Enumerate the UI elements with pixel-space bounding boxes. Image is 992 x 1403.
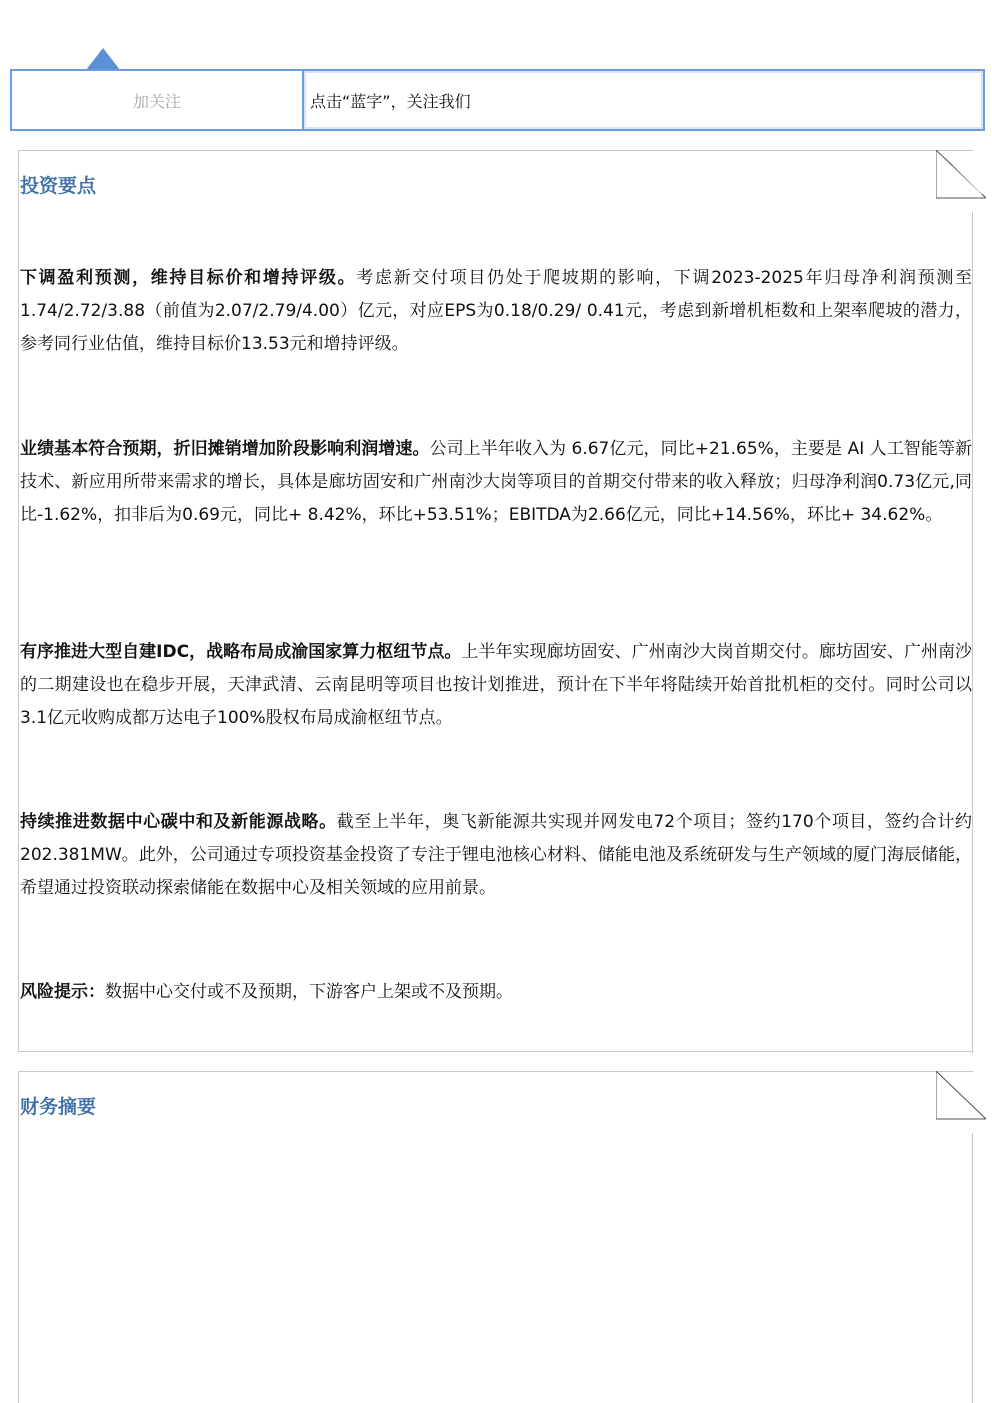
paragraph-risk-warning [20, 976, 972, 1009]
card-border-right [972, 212, 973, 1053]
section-title: 财务摘要 [20, 1096, 97, 1118]
follow-prompt-text: 点击“蓝字”，关注我们 [310, 91, 471, 111]
paragraph-body: 截至上半年，奥飞新能源共实现并网发电72个项目；签约170个项目，签约合计约 202.381MW。此外，公司通过专项投资基金投资了专注于锂电池核心材料、储能电池及系统研发与生产领域的厦门海辰储能，希望通过投资联动探索储能在数据中心及相关领域的应用前景。 [20, 812, 972, 898]
card-header [19, 1072, 973, 1132]
follow-button[interactable] [12, 71, 304, 129]
paragraph-body: 考虑新交付项目仍处于爬坡期的影响，下调2023-2025年归母净利润预测至1.74/2.72/3.88（前值为2.07/2.79/4.00）亿元，对应EPS为0.18/0.29/ 0.41元，考虑到新增机柜数和上架率爬坡的潜力，参考同行业估值，维持目标价13.53元和增持评级。 [20, 268, 972, 354]
paragraph-lead: 业绩基本符合预期，折旧摊销增加阶段影响利润增速。 [20, 439, 430, 459]
page-fold-corner-icon [936, 1071, 986, 1121]
section-title: 投资要点 [20, 175, 97, 197]
card-header [19, 151, 973, 211]
follow-pointer-icon [86, 48, 120, 70]
paragraph-body: 公司上半年收入为 6.67亿元，同比+21.65%，主要是 AI 人工智能等新技术、新应用所带来需求的增长，具体是廊坊固安和广州南沙大岗等项目的首期交付带来的收入释放；归母净利润0.73亿元,同比-1.62%，扣非后为0.69元，同比+ 8.42%，环比+53.51%；EBITDA为2.66亿元，同比+14.56%，环比+ 34.62%。 [20, 439, 972, 525]
card-border-right [972, 1133, 973, 1403]
paragraph-idc-strategy [20, 636, 972, 735]
paragraph-lead: 持续推进数据中心碳中和及新能源战略。 [20, 812, 337, 832]
financial-summary-card [18, 1071, 973, 1403]
follow-bar [10, 69, 985, 131]
paragraph-lead: 有序推进大型自建IDC，战略布局成渝国家算力枢纽节点。 [20, 642, 462, 662]
investment-highlights-card [18, 150, 973, 1052]
follow-prompt [304, 71, 983, 129]
page-fold-corner-icon [936, 150, 986, 200]
paragraph-earnings-forecast [20, 262, 972, 361]
paragraph-performance [20, 433, 972, 532]
paragraph-carbon-neutral [20, 806, 972, 905]
follow-button-label: 加关注 [132, 91, 181, 111]
paragraph-lead: 下调盈利预测，维持目标价和增持评级。 [20, 268, 357, 288]
paragraph-body: 上半年实现廊坊固安、广州南沙大岗首期交付。廊坊固安、广州南沙的二期建设也在稳步开展，天津武清、云南昆明等项目也按计划推进，预计在下半年将陆续开始首批机柜的交付。同时公司以3.1亿元收购成都万达电子100%股权布局成渝枢纽节点。 [20, 642, 972, 728]
paragraph-lead: 风险提示： [20, 982, 105, 1002]
paragraph-body: 数据中心交付或不及预期，下游客户上架或不及预期。 [105, 982, 513, 1002]
